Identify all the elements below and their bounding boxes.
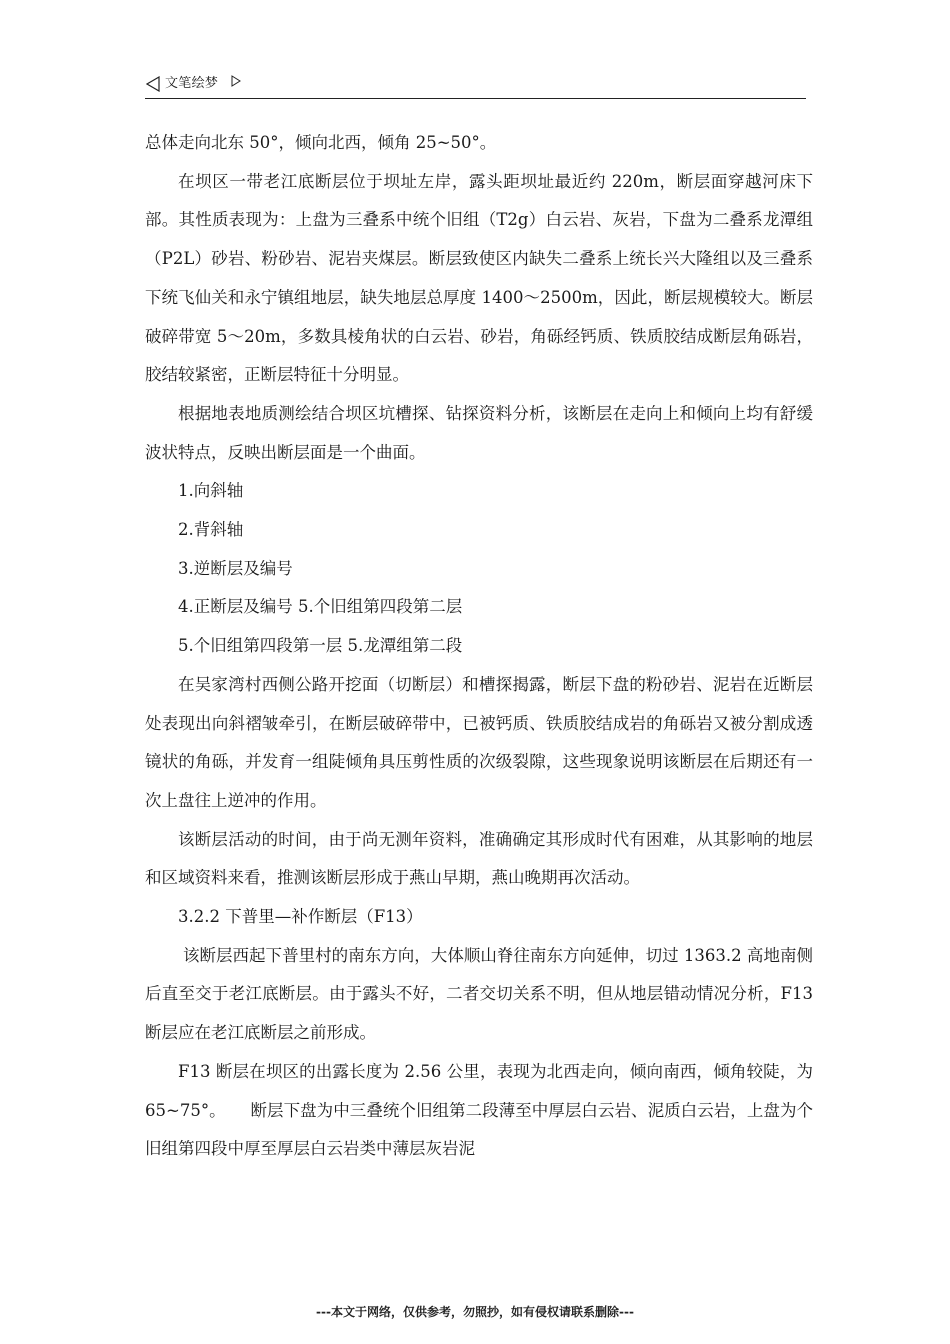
footer-notice: ---本文于网络，仅供参考，勿照抄，如有侵权请联系删除--- bbox=[316, 1305, 634, 1319]
triangle-left-icon bbox=[146, 76, 160, 92]
triangle-right-icon bbox=[231, 75, 241, 87]
legend-item-1: 1.向斜轴 bbox=[178, 481, 244, 501]
section-heading-3-2-2: 3.2.2 下普里—补作断层（F13） bbox=[178, 907, 423, 927]
paragraph-fault-surface: 根据地表地质测绘结合坝区坑槽探、钻探资料分析，该断层在走向上和倾向上均有舒缓波状特点，反映出断层面是一个曲面。 bbox=[145, 403, 813, 462]
page-header bbox=[145, 74, 806, 99]
header-title: 文笔绘梦 bbox=[165, 76, 219, 91]
legend-item-5: 5.个旧组第四段第一层 5.龙潭组第二段 bbox=[178, 636, 463, 656]
document-body bbox=[145, 124, 813, 1169]
paragraph-f13-extent: 该断层西起下普里村的南东方向，大体顺山脊往南东方向延伸，切过 1363.2 高地南侧后直至交于老江底断层。由于露头不好，二者交切关系不明，但从地层错动情况分析，F13 断层应在老江底断层之前形成。 bbox=[145, 945, 813, 1043]
paragraph-wujiawan-exposure: 在吴家湾村西侧公路开挖面（切断层）和槽探揭露，断层下盘的粉砂岩、泥岩在近断层处表现出向斜褶皱牵引，在断层破碎带中，已被钙质、铁质胶结成岩的角砾岩又被分割成透镜状的角砾，并发育一组陡倾角具压剪性质的次级裂隙，这些现象说明该断层在后期还有一次上盘往上逆冲的作用。 bbox=[145, 674, 813, 810]
legend-item-4: 4.正断层及编号 5.个旧组第四段第二层 bbox=[178, 597, 463, 617]
paragraph-strike-dip: 总体走向北东 50°，倾向北西，倾角 25~50°。 bbox=[145, 133, 497, 152]
legend-item-2: 2.背斜轴 bbox=[178, 520, 244, 540]
paragraph-f13-details: F13 断层在坝区的出露长度为 2.56 公里，表现为北西走向，倾向南西，倾角较陡，为 65~75°。 断层下盘为中三叠统个旧组第二段薄至中厚层白云岩、泥质白云岩，上盘为个旧组第四段中厚至厚层白云岩类中薄层灰岩泥 bbox=[145, 1061, 813, 1159]
legend-item-3: 3.逆断层及编号 bbox=[178, 558, 293, 578]
paragraph-fault-age: 该断层活动的时间，由于尚无测年资料，准确确定其形成时代有困难，从其影响的地层和区域资料来看，推测该断层形成于燕山早期，燕山晚期再次活动。 bbox=[145, 829, 813, 888]
paragraph-laojiangdi-fault: 在坝区一带老江底断层位于坝址左岸，露头距坝址最近约 220m，断层面穿越河床下部。其性质表现为：上盘为三叠系中统个旧组（T2g）白云岩、灰岩，下盘为二叠系龙潭组（P2L）砂岩、粉砂岩、泥岩夹煤层。断层致使区内缺失二叠系上统长兴大隆组以及三叠系下统飞仙关和永宁镇组地层，缺失地层总厚度 1400～2500m，因此，断层规模较大。断层破碎带宽 5～20m，多数具棱角状的白云岩、砂岩，角砾经钙质、铁质胶结成断层角砾岩，胶结较紧密，正断层特征十分明显。 bbox=[145, 171, 813, 385]
